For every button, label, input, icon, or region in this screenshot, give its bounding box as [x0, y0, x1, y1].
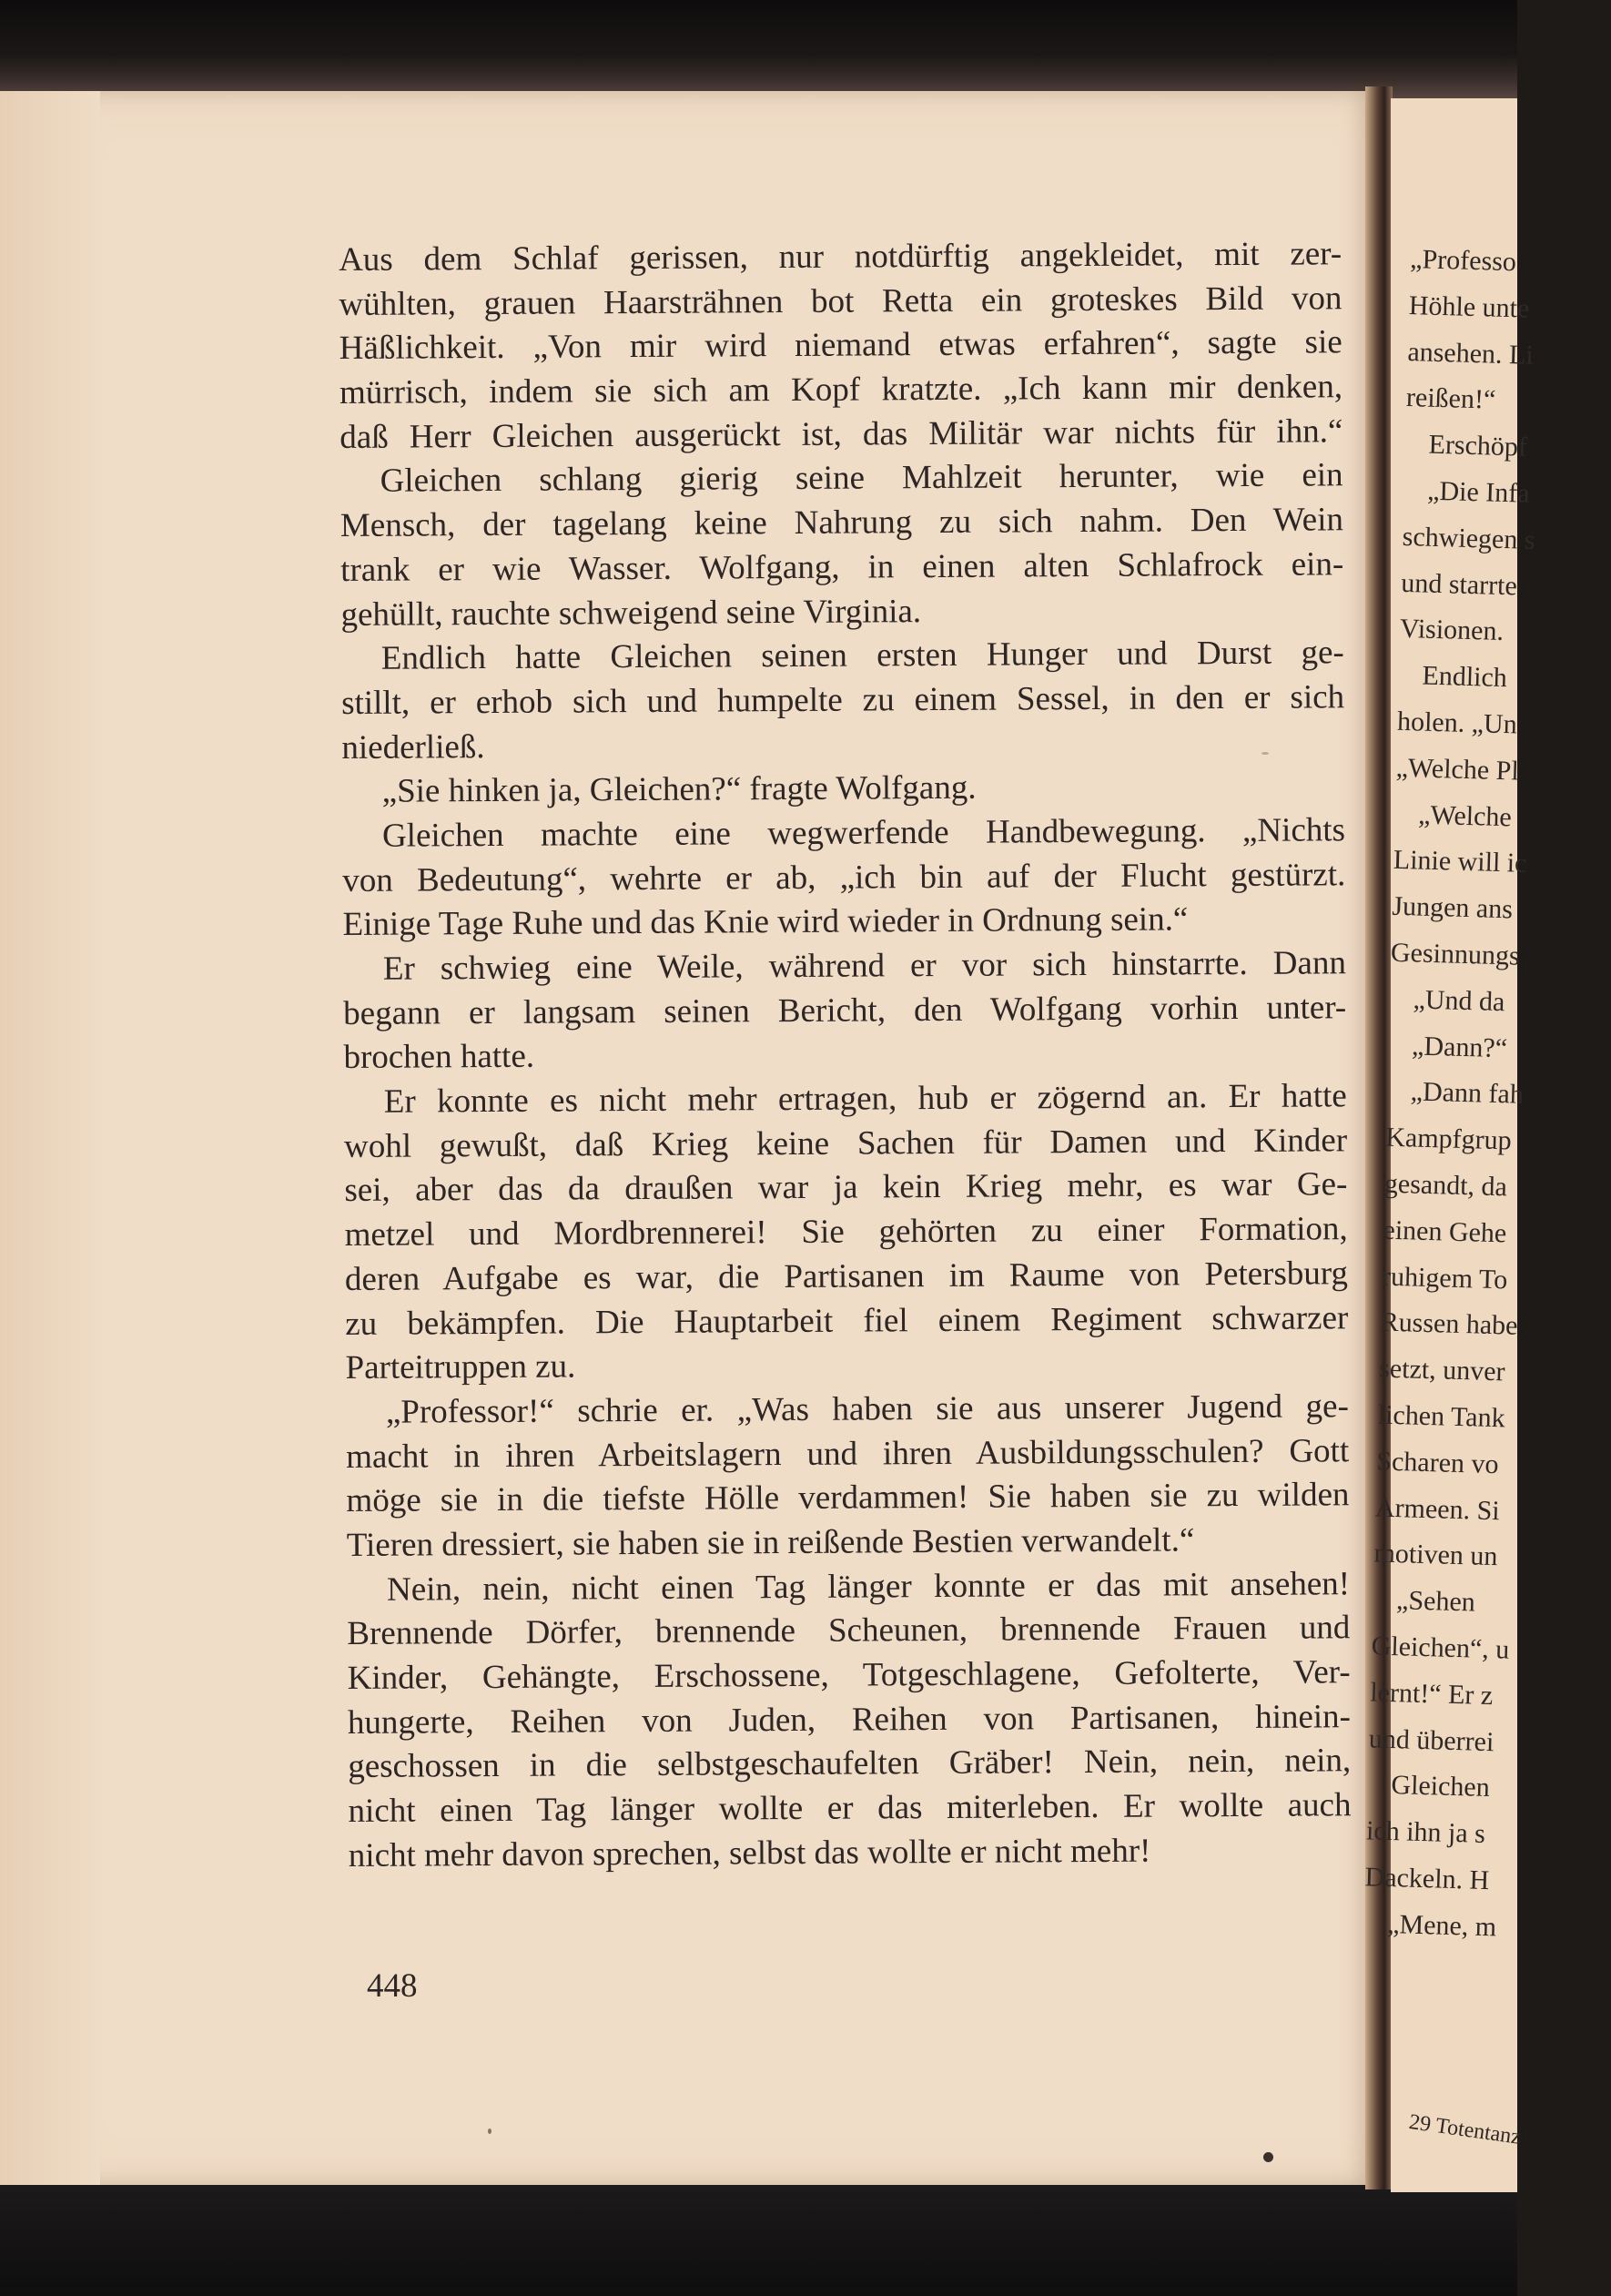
text-line: Nein, nein, nicht einen Tag länger konnte er das mit ansehen! [386, 1564, 1351, 1609]
paper-speck [1261, 752, 1269, 755]
text-line: trank er wie Wasser. Wolfgang, in einen alten Schlafrock ein- [340, 545, 1344, 589]
right-text-line: „Mene, m [1386, 1908, 1497, 1943]
right-text-line: und überrei [1368, 1722, 1494, 1757]
right-text-line: ruhigem To [1381, 1261, 1508, 1295]
right-text-line: gesandt, da [1383, 1168, 1508, 1203]
right-text-line: ansehen. Li [1407, 336, 1535, 371]
text-line: nicht einen Tag länger wollte er das miterleben. Er wollte auch [348, 1786, 1352, 1831]
text-line: Tieren dressiert, sie haben sie in reißende Bestien verwandelt.“ [346, 1521, 1195, 1564]
text-line: „Professor!“ schrie er. „Was haben sie aus unserer Jugend ge- [385, 1387, 1349, 1431]
text-line: Kinder, Gehängte, Erschossene, Totgeschlagene, Gefolterte, Ver- [347, 1653, 1351, 1697]
text-line: „Sie hinken ja, Gleichen?“ fragte Wolfgang. [381, 768, 977, 810]
right-text-line: und starrte [1400, 567, 1518, 601]
text-line: Parteitruppen zu. [345, 1347, 576, 1387]
text-line: Mensch, der tagelang keine Nahrung zu sich nahm. Den Wein [339, 501, 1344, 545]
right-text-line: setzt, unver [1378, 1353, 1505, 1387]
left-page-body-text [339, 232, 1352, 1878]
text-line: Gleichen schlang gierig seine Mahlzeit herunter, wie ein [380, 456, 1343, 501]
text-line: nicht mehr davon sprechen, selbst das wollte er nicht mehr! [348, 1832, 1151, 1874]
text-line: Er schwieg eine Weile, während er vor sich hinstarrte. Dann [382, 944, 1347, 988]
text-line: Gleichen machte eine wegwerfende Handbewegung. „Nichts [381, 811, 1346, 855]
text-line: hungerte, Reihen von Juden, Reihen von Partisanen, hinein- [347, 1697, 1352, 1742]
right-text-line: „Professo [1409, 243, 1517, 278]
text-line: möge sie in die tiefste Hölle verdammen! Sie haben sie zu wilden [346, 1476, 1350, 1520]
text-line: wohl gewußt, daß Krieg keine Sachen für Damen und Kinder [343, 1122, 1348, 1165]
right-text-line: holen. „Un [1396, 706, 1518, 740]
right-text-line: „Die Infa [1426, 475, 1531, 509]
right-text-line: Gleichen“, u [1371, 1631, 1510, 1665]
right-text-line: Gleichen [1391, 1770, 1491, 1803]
right-text-line: Erschöpf [1428, 429, 1528, 462]
right-text-line: „Welche [1417, 799, 1513, 832]
right-page-text [1363, 237, 1611, 1953]
text-line: brochen hatte. [343, 1038, 535, 1077]
right-text-line: Jungen ans [1391, 890, 1514, 925]
right-text-line: „Dann fah [1410, 1076, 1525, 1111]
right-text-line: Kampfgrup [1384, 1122, 1513, 1156]
right-text-line: motiven un [1373, 1538, 1498, 1572]
text-line: stillt, er erhob sich und humpelte zu einem Sessel, in den er sich [340, 678, 1345, 722]
right-text-line: Endlich [1422, 660, 1508, 694]
text-line: wühlten, grauen Haarsträhnen bot Retta ein groteskes Bild von [339, 279, 1342, 323]
text-line: Endlich hatte Gleichen seinen ersten Hunger und Durst ge- [380, 634, 1344, 677]
right-text-line: Linie will ic [1393, 845, 1527, 879]
right-text-line: Armeen. Si [1374, 1491, 1501, 1526]
text-line: geschossen in die selbstgeschaufelten Gräber! Nein, nein, nein, [348, 1742, 1352, 1786]
right-text-line: „Sehen [1395, 1585, 1476, 1618]
text-line: daß Herr Gleichen ausgerückt ist, das Militär war nichts für ihn.“ [339, 412, 1343, 456]
text-line: metzel und Mordbrennerei! Sie gehörten zu einer Formation, [344, 1210, 1348, 1255]
right-text-line: Dackeln. H [1364, 1862, 1490, 1895]
text-line: mürrisch, indem sie sich am Kopf kratzte. „Ich kann mir denken, [339, 368, 1343, 412]
right-text-line: einen Gehe [1383, 1214, 1507, 1249]
right-text-line: Scharen vo [1375, 1446, 1499, 1479]
text-line: macht in ihren Arbeitslagern und ihren Ausbildungsschulen? Gott [346, 1431, 1350, 1476]
text-line: Einige Tage Ruhe und das Knie wird wieder in Ordnung sein.“ [342, 900, 1189, 944]
text-line: Er konnte es nicht mehr ertragen, hub er zögernd an. Er hatte [383, 1077, 1347, 1121]
text-line: sei, aber das da draußen war ja kein Krieg mehr, es war Ge- [344, 1165, 1348, 1210]
text-line: niederließ. [341, 727, 485, 767]
text-line: deren Aufgabe es war, die Partisanen im Raume von Petersburg [344, 1255, 1349, 1298]
right-text-line: Russen habe [1380, 1306, 1518, 1342]
paper-speck [1263, 2152, 1273, 2162]
right-text-line: „Und da [1413, 984, 1505, 1017]
text-line: begann er langsam seinen Bericht, den Wolfgang vorhin unter- [343, 988, 1347, 1032]
right-text-line: „Dann?“ [1411, 1030, 1508, 1063]
scan-background-bottom [0, 2180, 1517, 2296]
paper-speck [488, 2128, 491, 2134]
right-text-line: lernt!“ Er z [1369, 1677, 1494, 1711]
scan-background-top [0, 0, 1517, 100]
page-number: 448 [367, 1967, 418, 2005]
right-text-line: ich ihn ja s [1365, 1815, 1486, 1850]
text-line: Brennende Dörfer, brennende Scheunen, brennende Frauen und [347, 1609, 1351, 1653]
right-text-line: Höhle unte [1408, 290, 1530, 324]
right-text-line: schwiegen s [1402, 521, 1536, 555]
right-text-line: reißen!“ [1405, 382, 1496, 416]
text-line: Aus dem Schlaf gerissen, nur notdürftig angekleidet, mit zer- [339, 235, 1342, 279]
right-text-line: lichen Tank [1377, 1399, 1506, 1434]
right-page-footer: 29 Totentanz [1407, 2110, 1523, 2149]
text-line: von Bedeutung“, wehrte er ab, „ich bin auf der Flucht gestürzt. [342, 855, 1346, 899]
text-line: gehüllt, rauchte schweigend seine Virginia. [340, 592, 922, 634]
right-text-line: Gesinnungs [1390, 937, 1521, 971]
text-line: Häßlichkeit. „Von mir wird niemand etwas erfahren“, sagte sie [339, 323, 1342, 368]
right-text-line: „Welche Pl [1395, 752, 1520, 787]
right-page [1364, 98, 1536, 2192]
text-line: zu bekämpfen. Die Hauptarbeit fiel einem Regiment schwarzer [345, 1298, 1349, 1343]
right-text-line: Visionen. [1399, 614, 1505, 647]
